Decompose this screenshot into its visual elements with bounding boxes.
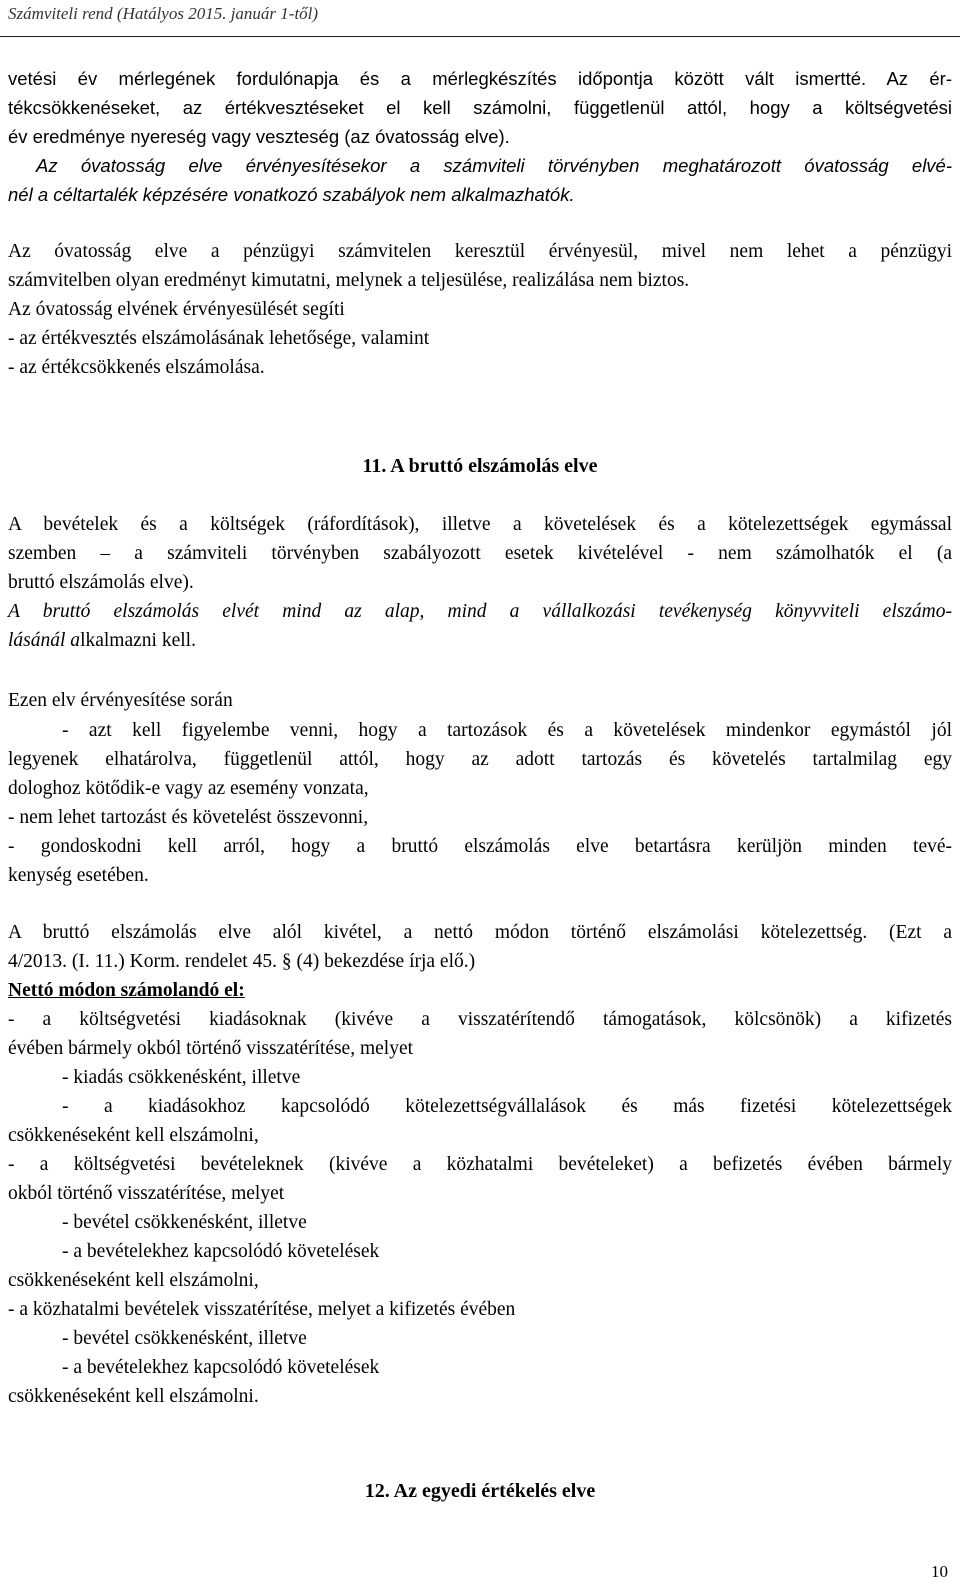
text-line: A bruttó elszámolás elvét mind az alap, mind a vállalkozási tevékenység könyvviteli elszámo- bbox=[8, 601, 952, 622]
section-heading-12: 12. Az egyedi értékelés elve bbox=[364, 1480, 596, 1502]
text-line: szemben – a számviteli törvényben szabályozott esetek kivételével - nem számolhatók el (a bbox=[8, 543, 952, 564]
text-line: évében bármely okból történő visszatérítése, melyet bbox=[8, 1038, 414, 1059]
text-line: Az óvatosság elve a pénzügyi számvitelen keresztül érvényesül, mivel nem lehet a pénzügyi bbox=[8, 241, 952, 262]
list-item: - az értékvesztés elszámolásának lehetősége, valamint bbox=[8, 328, 430, 349]
list-item: - a bevételekhez kapcsolódó követelések bbox=[62, 1241, 380, 1262]
header-rule bbox=[0, 36, 960, 37]
list-item: - a költségvetési bevételeknek (kivéve a közhatalmi bevételeket) a befizetés évében bármely bbox=[8, 1154, 952, 1175]
text-line: bruttó elszámolás elve). bbox=[8, 572, 194, 593]
text-line bbox=[8, 626, 952, 655]
text-line: 4/2013. (I. 11.) Korm. rendelet 45. § (4) bekezdése írja elő.) bbox=[8, 951, 476, 972]
page-number: 10 bbox=[931, 1562, 948, 1581]
list-item: - a költségvetési kiadásoknak (kivéve a visszatérítendő támogatások, kölcsönök) a kifizetés bbox=[8, 1009, 952, 1030]
text-line: A bevételek és a költségek (ráfordítások), illetve a követelések és a kötelezettségek egymással bbox=[8, 514, 952, 535]
text-line: Az óvatosság elvének érvényesülését segíti bbox=[8, 299, 345, 320]
list-item: - bevétel csökkenésként, illetve bbox=[62, 1212, 307, 1233]
text-line: dologhoz kötődik-e vagy az esemény vonzata, bbox=[8, 778, 369, 799]
running-header: Számviteli rend (Hatályos 2015. január 1-től) bbox=[8, 4, 319, 23]
list-item: - azt kell figyelembe venni, hogy a tartozások és a követelések mindenkor egymástól jól bbox=[62, 720, 952, 741]
text-line: csökkenéseként kell elszámolni, bbox=[8, 1125, 259, 1146]
text-line: Az óvatosság elve érvényesítésekor a számviteli törvényben meghatározott óvatosság elvé- bbox=[36, 155, 952, 176]
list-item: - gondoskodni kell arról, hogy a bruttó elszámolás elve betartásra kerüljön minden tevé- bbox=[8, 836, 952, 857]
subheading-netto: Nettó módon számolandó el: bbox=[8, 980, 245, 1001]
text-line: legyenek elhatárolva, függetlenül attól, hogy az adott tartozás és követelés tartalmilag egy bbox=[8, 749, 952, 770]
text-line: év eredménye nyereség vagy veszteség (az óvatosság elve). bbox=[8, 126, 510, 147]
list-item: - kiadás csökkenésként, illetve bbox=[62, 1067, 301, 1088]
section-heading-11: 11. A bruttó elszámolás elve bbox=[362, 455, 598, 477]
text-line: vetési év mérlegének fordulónapja és a mérlegkészítés időpontja között vált ismertté. Az ér- bbox=[8, 68, 952, 89]
list-item: - nem lehet tartozást és követelést összevonni, bbox=[8, 807, 369, 828]
text-line: nél a céltartalék képzésére vonatkozó szabályok nem alkalmazhatók. bbox=[8, 184, 575, 205]
list-item: - bevétel csökkenésként, illetve bbox=[62, 1328, 307, 1349]
text-line: számvitelben olyan eredményt kimutatni, melynek a teljesülése, realizálása nem biztos. bbox=[8, 270, 690, 291]
text-line: csökkenéseként kell elszámolni, bbox=[8, 1270, 259, 1291]
text-fragment: lkalmazni kell. bbox=[80, 630, 196, 651]
text-line: okból történő visszatérítése, melyet bbox=[8, 1183, 285, 1204]
text-line: csökkenéseként kell elszámolni. bbox=[8, 1386, 259, 1407]
list-item: - a kiadásokhoz kapcsolódó kötelezettségvállalások és más fizetési kötelezettségek bbox=[62, 1096, 952, 1117]
list-item: - a bevételekhez kapcsolódó követelések bbox=[62, 1357, 380, 1378]
italic-fragment: lásánál a bbox=[8, 630, 81, 651]
text-line: Ezen elv érvényesítése során bbox=[8, 690, 233, 711]
list-item: - a közhatalmi bevételek visszatérítése, melyet a kifizetés évében bbox=[8, 1299, 516, 1320]
text-line: tékcsökkenéseket, az értékvesztéseket el kell számolni, függetlenül attól, hogy a költségvetési bbox=[8, 97, 952, 118]
list-item: - az értékcsökkenés elszámolása. bbox=[8, 357, 265, 378]
text-line: kenység esetében. bbox=[8, 865, 149, 886]
text-line: A bruttó elszámolás elve alól kivétel, a nettó módon történő elszámolási kötelezettség. (Ezt a bbox=[8, 922, 952, 943]
